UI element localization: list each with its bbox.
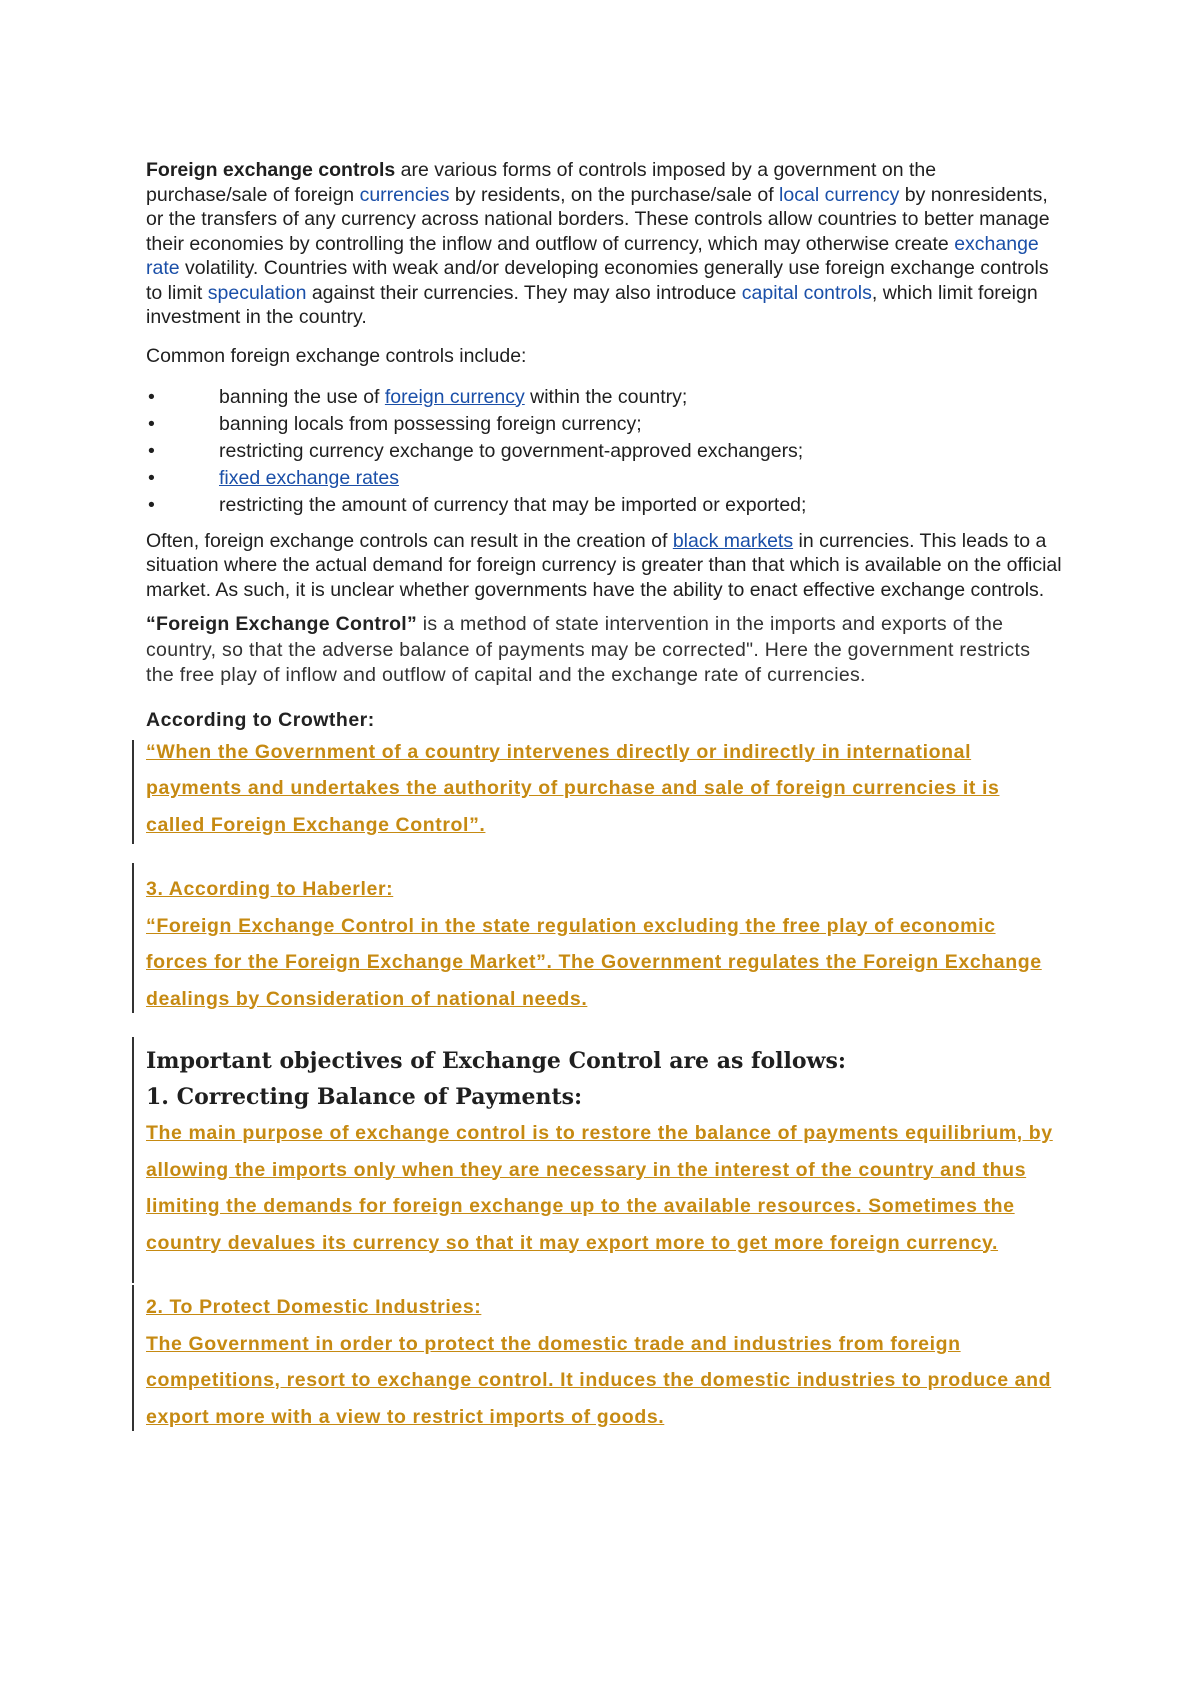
list-item [146,384,1062,411]
document-page [146,158,1062,1435]
link-exchange-rate[interactable]: exchange rate [146,232,1039,279]
link-foreign-currency[interactable]: foreign currency [384,385,525,408]
crowther-heading: According to Crowther: [146,708,375,731]
intro-paragraph [146,158,1062,330]
objective-2-block [146,1289,1062,1435]
list-item [146,438,1062,465]
objective-2-heading: 2. To Protect Domestic Industries: [146,1296,482,1318]
intro-term: Foreign exchange controls [146,159,396,181]
link-fixed-exchange-rates[interactable]: fixed exchange rates [219,466,399,489]
intro-text: by nonresidents, or the transfers of any currency across national borders. These controls allow countries to better manage their economies by controlling the inflow and outflow of currency, which may otherwise create [146,183,1050,255]
paragraph-text: Often, foreign exchange controls can result in the creation of [146,529,673,552]
black-markets-paragraph [146,529,1062,603]
bullet-icon: • [148,412,155,435]
objective-2-text: The Government in order to protect the domestic trade and industries from foreign competitions, resort to exchange control. It induces the domestic industries to produce and export more with a view to restrict imports of goods. [146,1332,1052,1428]
list-item-text: banning locals from possessing foreign currency; [219,412,642,435]
definition-text: is a method of state intervention in the imports and exports of the country, so that the adverse balance of payments may be corrected". Here the government restricts the free play of inflow and outflow of capital and the exchange rate of currencies. [146,613,1031,686]
intro-text: volatility. Countries with weak and/or developing economies generally use foreign exchange controls to limit [146,257,1049,304]
objective-1-text: The main purpose of exchange control is to restore the balance of payments equilibrium, by allowing the imports only when they are necessary in the interest of the country and thus limiting the demands for foreign exchange up to the available resources. Sometimes the country devalues its currency so that it may export more to get more foreign currency. [146,1122,1053,1254]
objective-1-heading: 1. Correcting Balance of Payments: [146,1084,583,1110]
paragraph-text: in currencies. This leads to a situation where the actual demand for foreign currency is greater than that which is available on the official market. As such, it is unclear whether governments have the ability to enact effective exchange controls. [146,529,1062,601]
list-item-text: restricting the amount of currency that may be imported or exported; [219,493,807,516]
list-item-text: restricting currency exchange to government-approved exchangers; [219,439,804,462]
intro-text: , which limit foreign investment in the country. [146,281,1038,328]
objectives-heading: Important objectives of Exchange Control are as follows: [146,1048,846,1074]
common-controls-intro: Common foreign exchange controls include: [146,344,527,367]
definition-term: “Foreign Exchange Control” [146,613,418,635]
list-item-text: within the country; [524,385,688,408]
change-bar [132,740,134,844]
bullet-icon: • [148,493,155,516]
haberler-quote: “Foreign Exchange Control in the state regulation excluding the free play of economic forces for the Foreign Exchange Market”. The Government regulates the Foreign Exchange dealings by Consideration of national needs. [146,914,1042,1010]
change-bar [132,1285,134,1431]
controls-list [146,384,1062,519]
link-currencies[interactable]: currencies [359,183,450,206]
list-item [146,411,1062,438]
bullet-icon: • [148,439,155,462]
change-bar [132,1037,134,1283]
definition-paragraph [146,612,1062,689]
link-local-currency[interactable]: local currency [779,183,900,206]
objectives-block [146,1043,1062,1261]
haberler-block [146,871,1062,1017]
intro-text: by residents, on the purchase/sale of [449,183,780,206]
intro-text: against their currencies. They may also introduce [306,281,742,304]
haberler-heading: 3. According to Haberler: [146,878,394,900]
list-item [146,465,1062,492]
list-item-text: banning the use of [219,385,385,408]
link-capital-controls[interactable]: capital controls [741,281,872,304]
intro-text: are various forms of controls imposed by a government on the purchase/sale of foreign [146,159,937,206]
crowther-quote: “When the Government of a country intervenes directly or indirectly in international payments and undertakes the authority of purchase and sale of foreign currencies it is called Foreign Exchange Control”. [146,740,1000,836]
bullet-icon: • [148,466,155,489]
change-bar [132,863,134,1013]
link-black-markets[interactable]: black markets [672,529,794,552]
link-speculation[interactable]: speculation [207,281,307,304]
crowther-quote-block [146,734,1062,844]
bullet-icon: • [148,385,155,408]
list-item [146,492,1062,519]
